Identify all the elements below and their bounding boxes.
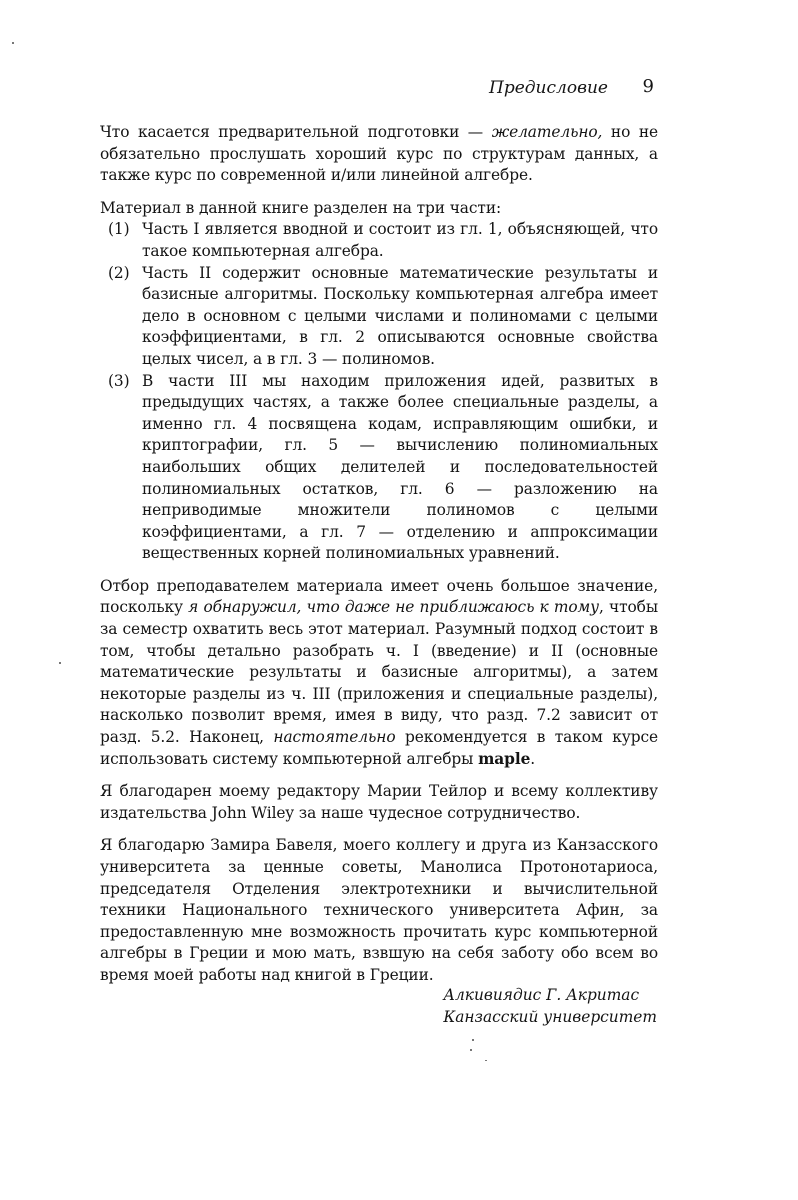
prerequisites-prefix: Что касается предварительной подготовки — <box>100 123 492 141</box>
scan-speck <box>472 1039 474 1041</box>
maple-name: maple <box>478 749 531 768</box>
list-marker: (1) <box>108 220 130 239</box>
scan-speck <box>470 1049 472 1051</box>
selection-italic-2: настоятельно <box>273 728 396 747</box>
thanks-editor-text: Я благодарен моему редактору Марии Тейлор и всему коллективу издательства John Wiley за наше чудесное сотрудничество. <box>100 782 658 822</box>
author-signature <box>443 984 657 1028</box>
parts-list <box>100 219 658 565</box>
paragraph-prerequisites <box>100 122 658 187</box>
structure-intro-text: Материал в данной книге разделен на три части: <box>100 198 502 217</box>
paragraph-thanks-colleagues <box>100 835 658 986</box>
page-number: 9 <box>642 76 654 97</box>
list-item-text: В части III мы находим приложения идей, развитых в предыдущих частях, а также более специальные разделы, а именно гл. 4 посвящена кодам, исправляющим ошибки, и криптографии, гл. 5 — вычислению полиномиальных наибольших общих делителей и последовательностей полиномиальных остатков, гл. 6 — разложению на неприводимые множители полиномов с целыми коэффициентами, а гл. 7 — отделению и аппроксимации вещественных корней полиномиальных уравнений. <box>142 371 658 563</box>
paragraph-structure-intro <box>100 198 658 220</box>
selection-part-1: Отбор преподавателем материала имеет очень большое значение, поскольку <box>100 576 658 617</box>
list-item-text: Часть I является вводной и состоит из гл. 1, объясняющей, что такое компьютерная алгебра. <box>142 220 658 260</box>
author-name: Алкивиядис Г. Акритас <box>443 986 640 1004</box>
prerequisites-emphasis: желательно, <box>491 123 603 141</box>
list-marker: (2) <box>108 263 130 282</box>
scan-speck <box>59 662 61 664</box>
list-marker: (3) <box>108 371 130 390</box>
scan-speck <box>12 42 14 44</box>
paragraph-thanks-editor <box>100 781 658 824</box>
prerequisites-suffix: но не обязательно прослушать хороший курс по структурам данных, а также курс по современной и/или линейной алгебре. <box>100 123 658 185</box>
selection-end: . <box>530 749 536 768</box>
running-title: Предисловие <box>489 78 608 98</box>
body-text <box>100 122 658 998</box>
author-affiliation: Канзасский университет <box>443 1008 657 1026</box>
list-item-text: Часть II содержит основные математические результаты и базисные алгоритмы. Поскольку компьютерная алгебра имеет дело в основном с целыми числами и полиномами с целыми коэффициентами, в гл. 2 описываются основные свойства целых чисел, а в гл. 3 — полиномов. <box>142 263 658 368</box>
list-item <box>100 263 658 371</box>
selection-italic-1: я обнаружил, что даже не приближаюсь к тому <box>188 598 600 617</box>
list-item <box>100 219 658 262</box>
selection-part-3: рекомендуется в таком курсе использовать систему компьютерной алгебры <box>100 728 658 768</box>
scan-speck <box>485 1060 487 1061</box>
thanks-colleagues-text: Я благодарю Замира Бавеля, моего коллегу и друга из Канзасского университета за ценные советы, Манолиса Протонотариоса, председателя Отделения электротехники и вычислительной техники Национального технического университета Афин, за предоставленную мне возможность прочитать курс компьютерной алгебры в Греции и мою мать, взвшую на себя заботу обо всем во время моей работы над книгой в Греции. <box>100 836 658 984</box>
paragraph-material-selection <box>100 576 658 770</box>
running-head <box>100 78 656 102</box>
list-item <box>100 371 658 565</box>
selection-part-2: , чтобы за семестр охватить весь этот материал. Разумный подход состоит в том, чтобы детально разобрать ч. I (введение) и II (основные математические результаты и базисные алгоритмы), а затем некоторые разделы из ч. III (приложения и специальные разделы), насколько позволит время, имея в виду, что разд. 7.2 зависит от разд. 5.2. Наконец, <box>100 598 658 747</box>
